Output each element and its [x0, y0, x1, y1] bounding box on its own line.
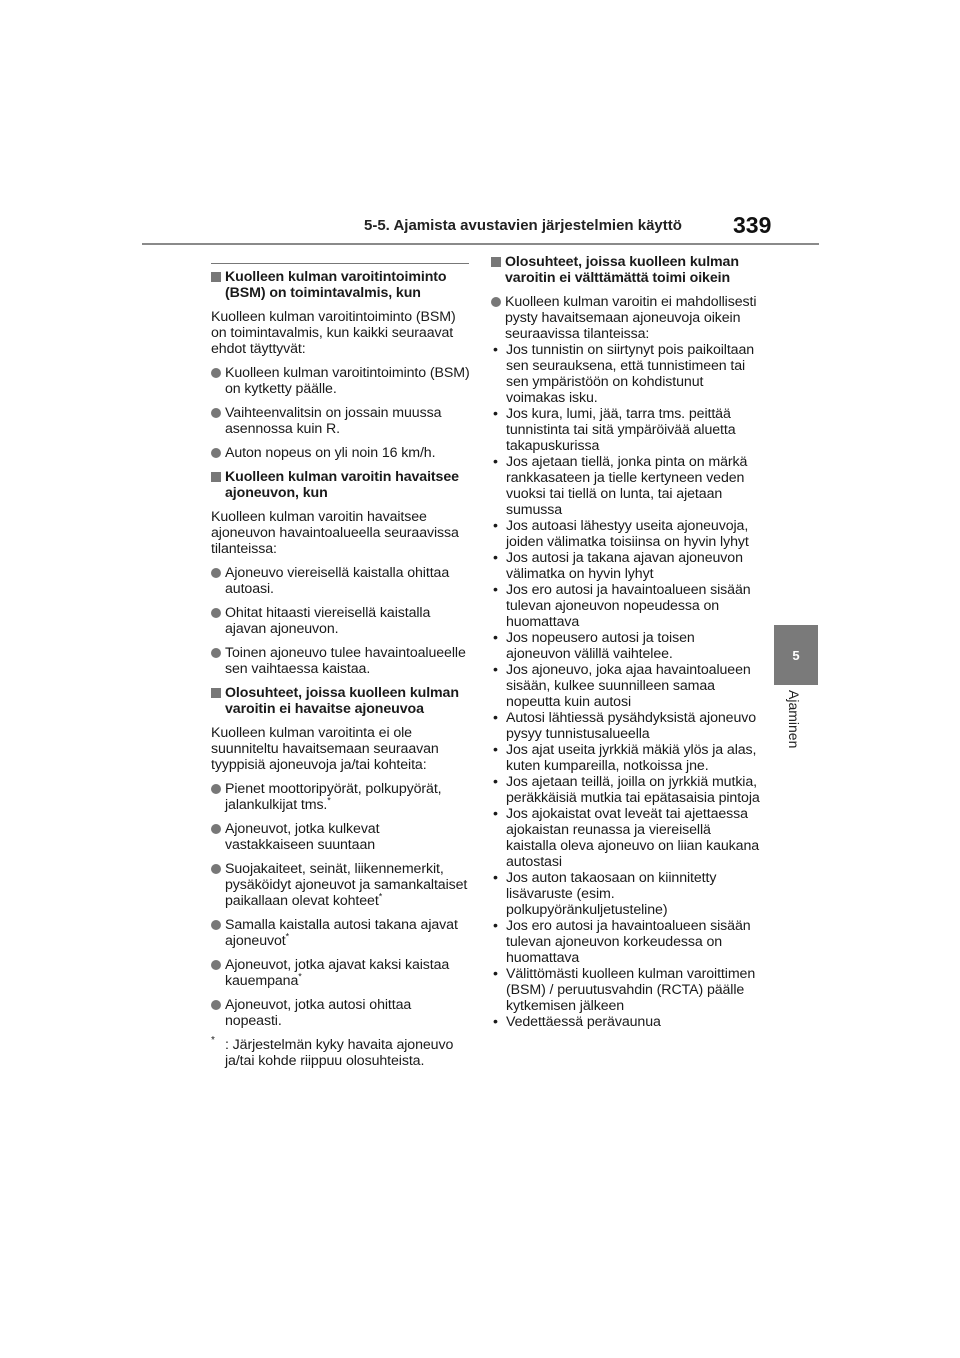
list-item — [491, 454, 761, 518]
list-bullet: • — [493, 550, 498, 566]
bullet-text: Ajoneuvot, jotka autosi ohittaa nopeasti. — [225, 997, 412, 1029]
round-bullet-icon — [211, 824, 221, 834]
list-item — [491, 342, 761, 406]
bullet-item — [211, 781, 471, 813]
bullet-text: Ajoneuvot, jotka ajavat kaksi kaistaa kauempana — [225, 957, 450, 989]
list-bullet: • — [493, 1014, 498, 1030]
footnote-marker: * — [378, 891, 383, 902]
left-column — [211, 263, 471, 1069]
bullet-text: Kuolleen kulman varoitintoiminto (BSM) on kytketty päälle. — [225, 365, 470, 397]
chapter-tab-number: 5 — [792, 647, 800, 663]
bullet-item — [211, 445, 471, 461]
list-bullet: • — [493, 870, 498, 886]
heading-text: Olosuhteet, joissa kuolleen kulman varoitin ei välttämättä toimi oikein — [505, 254, 739, 286]
heading-text: Olosuhteet, joissa kuolleen kulman varoitin ei havaitse ajoneuvoa — [225, 685, 459, 717]
section-heading — [211, 269, 471, 301]
list-bullet: • — [493, 918, 498, 934]
list-item — [491, 918, 761, 966]
list-item — [491, 662, 761, 710]
list-item-text: Jos ajetaan teillä, joilla on jyrkkiä mutkia, peräkkäisiä mutkia tai epätasaisia pintoja — [506, 774, 760, 806]
list-item — [491, 550, 761, 582]
bullet-item — [211, 997, 471, 1029]
list-item — [491, 710, 761, 742]
bullet-text: Kuolleen kulman varoitin ei mahdollisesti pysty havaitsemaan ajoneuvoja oikein seuraavissa tilanteissa: — [505, 294, 757, 342]
square-bullet-icon — [491, 257, 501, 267]
round-bullet-icon — [211, 920, 221, 930]
list-item — [491, 774, 761, 806]
square-bullet-icon — [211, 272, 221, 282]
bullet-text: Ajoneuvo viereisellä kaistalla ohittaa autoasi. — [225, 565, 450, 597]
list-item-text: Jos autoasi lähestyy useita ajoneuvoja, joiden välimatka toisiinsa on hyvin lyhyt — [506, 518, 749, 550]
chapter-tab — [774, 625, 818, 685]
page-number: 339 — [733, 212, 772, 238]
list-bullet: • — [493, 518, 498, 534]
list-item-text: Jos auton takaosaan on kiinnitetty lisävaruste (esim. polkupyöränkuljetusteline) — [506, 870, 717, 918]
list-item — [491, 966, 761, 1014]
round-bullet-icon — [211, 368, 221, 378]
list-bullet: • — [493, 966, 498, 982]
list-bullet: • — [493, 342, 498, 358]
bullet-text: Samalla kaistalla autosi takana ajavat ajoneuvot — [225, 917, 458, 949]
right-column — [491, 254, 761, 1030]
list-bullet: • — [493, 406, 498, 422]
list-item-text: Jos autosi ja takana ajavan ajoneuvon välimatka on hyvin lyhyt — [506, 550, 743, 582]
round-bullet-icon — [211, 448, 221, 458]
paragraph: Kuolleen kulman varoitintoiminto (BSM) on toimintavalmis, kun kaikki seuraavat ehdot täyttyvät: — [211, 309, 456, 357]
list-bullet: • — [493, 630, 498, 646]
bullet-item — [211, 957, 471, 989]
bullet-text: Pienet moottoripyörät, polkupyörät, jalankulkijat tms. — [225, 781, 442, 813]
bullet-item — [211, 605, 471, 637]
list-item-text: Välittömästi kuolleen kulman varoittimen (BSM) / peruutusvahdin (RCTA) päälle kytkemisen jälkeen — [506, 966, 756, 1014]
list-bullet: • — [493, 662, 498, 678]
list-item-text: Jos kura, lumi, jää, tarra tms. peittää tunnistinta tai sitä ympäröivää aluetta takapuskurissa — [506, 406, 736, 454]
list-item — [491, 630, 761, 662]
square-bullet-icon — [211, 472, 221, 482]
round-bullet-icon — [211, 568, 221, 578]
heading-text: Kuolleen kulman varoitin havaitsee ajoneuvon, kun — [225, 469, 459, 501]
list-item-text: Autosi lähtiessä pysähdyksistä ajoneuvo pysyy tunnistusalueella — [506, 710, 757, 742]
round-bullet-icon — [211, 648, 221, 658]
list-item-text: Jos tunnistin on siirtynyt pois paikoiltaan sen seurauksena, että tunnistimeen tai sen ympäristöön on kohdistunut voimakas isku. — [506, 342, 755, 406]
footnote-text: : Järjestelmän kyky havaita ajoneuvo ja/tai kohde riippuu olosuhteista. — [225, 1037, 454, 1069]
chapter-tab-label: Ajaminen — [786, 690, 802, 749]
list-bullet: • — [493, 582, 498, 598]
list-bullet: • — [493, 742, 498, 758]
list-item-text: Jos ajat useita jyrkkiä mäkiä ylös ja alas, kuten kumpareilla, notkoissa jne. — [506, 742, 757, 774]
list-item — [491, 806, 761, 870]
list-item-text: Jos ero autosi ja havaintoalueen sisään tulevan ajoneuvon korkeudessa on huomattava — [506, 918, 751, 966]
footnote-marker: * — [298, 971, 302, 982]
bullet-text: Suojakaiteet, seinät, liikennemerkit, pysäköidyt ajoneuvot ja samankaltaiset paikallaan olevat kohteet — [225, 861, 468, 909]
list-item — [491, 870, 761, 918]
round-bullet-icon — [211, 608, 221, 618]
bullet-text: Toinen ajoneuvo tulee havaintoalueelle sen vaihtaessa kaistaa. — [225, 645, 466, 677]
list-bullet: • — [493, 454, 498, 470]
list-item-text: Jos nopeusero autosi ja toisen ajoneuvon välillä vaihtelee. — [506, 630, 695, 662]
list-item — [491, 742, 761, 774]
list-bullet: • — [493, 774, 498, 790]
sub-item-list — [491, 342, 761, 1030]
list-item — [491, 406, 761, 454]
round-bullet-icon — [211, 960, 221, 970]
list-item-text: Jos ajetaan tiellä, jonka pinta on märkä rankkasateen ja tielle kertyneen veden vuoksi tai tiellä on lunta, tai ajetaan sumussa — [506, 454, 748, 518]
list-item-text: Jos ero autosi ja havaintoalueen sisään tulevan ajoneuvon nopeudessa on huomattava — [506, 582, 751, 630]
list-item — [491, 582, 761, 630]
footnote-marker: * — [285, 931, 290, 942]
bullet-text: Ajoneuvot, jotka kulkevat vastakkaiseen suuntaan — [225, 821, 380, 853]
round-bullet-icon — [211, 864, 221, 874]
round-bullet-icon — [211, 408, 221, 418]
heading-text: Kuolleen kulman varoitintoiminto (BSM) on toimintavalmis, kun — [225, 269, 447, 301]
paragraph: Kuolleen kulman varoitinta ei ole suunniteltu havaitsemaan seuraavan tyyppisiä ajoneuvoja ja/tai kohteita: — [211, 725, 439, 773]
bullet-item — [211, 861, 471, 909]
list-bullet: • — [493, 806, 498, 822]
footnote-marker: * — [327, 795, 331, 806]
bullet-item — [211, 821, 471, 853]
list-item-text: Jos ajoneuvo, joka ajaa havaintoalueen sisään, kulkee suunnilleen samaa nopeutta kuin autosi — [506, 662, 751, 710]
section-heading — [211, 685, 471, 717]
list-item-text: Jos ajokaistat ovat leveät tai ajettaessa ajokaistan reunassa ja viereisellä kaistalla oleva ajoneuvo on liian kaukana autostasi — [506, 806, 760, 870]
list-bullet: • — [493, 710, 498, 726]
bullet-item — [491, 294, 761, 342]
bullet-text: Vaihteenvalitsin on jossain muussa asennossa kuin R. — [225, 405, 442, 437]
bullet-text: Ohitat hitaasti viereisellä kaistalla ajavan ajoneuvon. — [225, 605, 431, 637]
bullet-item — [211, 405, 471, 437]
bullet-item — [211, 565, 471, 597]
bullet-item — [211, 365, 471, 397]
section-heading — [211, 469, 471, 501]
header-divider — [142, 243, 819, 245]
bullet-item — [211, 917, 471, 949]
bullet-text: Auton nopeus on yli noin 16 km/h. — [225, 445, 436, 461]
round-bullet-icon — [211, 1000, 221, 1010]
list-item-text: Vedettäessä perävaunua — [506, 1014, 661, 1030]
list-item — [491, 1014, 761, 1030]
section-heading — [491, 254, 761, 286]
paragraph: Kuolleen kulman varoitin havaitsee ajoneuvon havaintoalueella seuraavissa tilanteissa: — [211, 509, 459, 557]
section-title: 5-5. Ajamista avustavien järjestelmien käyttö — [364, 217, 682, 234]
footnote — [211, 1037, 471, 1069]
list-item — [491, 518, 761, 550]
round-bullet-icon — [491, 297, 501, 307]
bullet-item — [211, 645, 471, 677]
round-bullet-icon — [211, 784, 221, 794]
square-bullet-icon — [211, 688, 221, 698]
footnote-marker: * — [211, 1035, 215, 1046]
